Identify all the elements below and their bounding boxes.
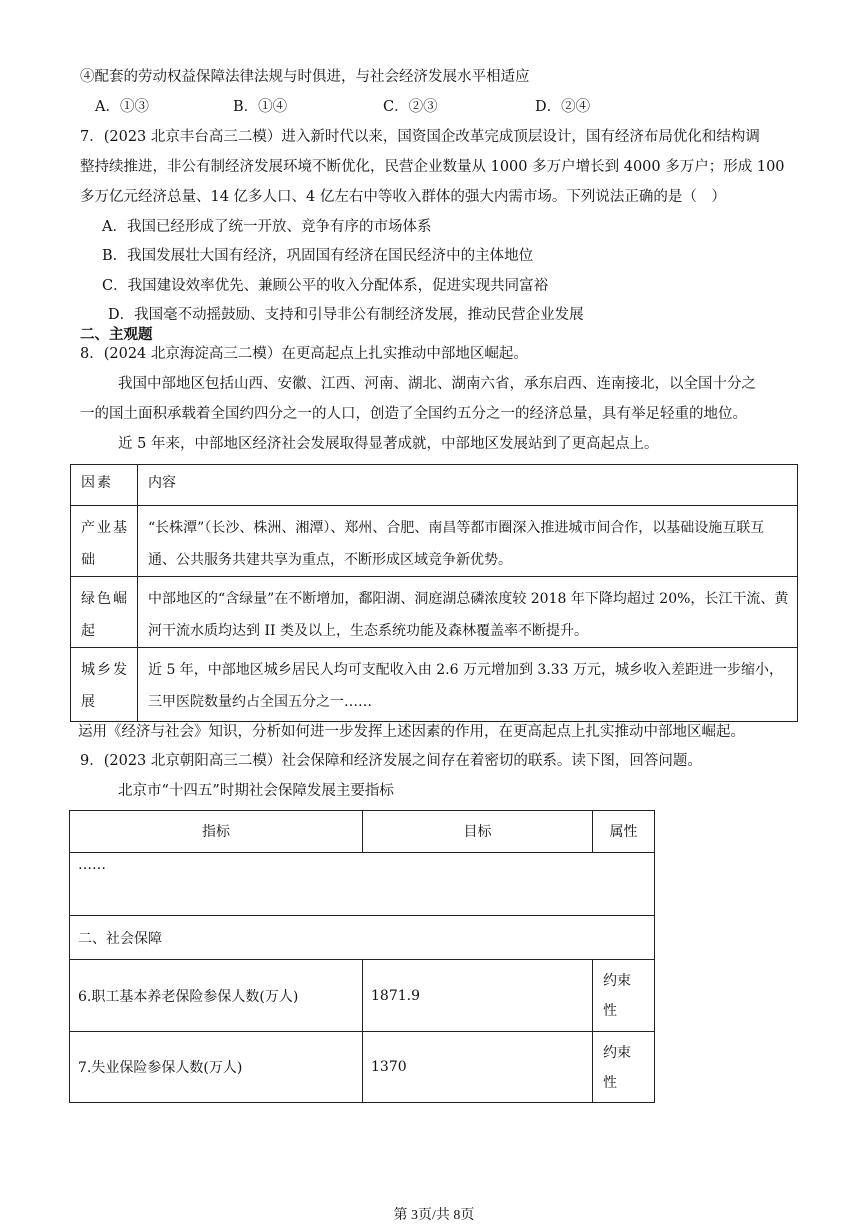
q8-paragraph2: 近 5 年来，中部地区经济社会发展取得显著成就，中部地区发展站到了更高起点上。: [118, 436, 659, 452]
indicator-cell: 7.失业保险参保人数(万人): [70, 1032, 363, 1103]
q9-table-caption: 北京市“十四五”时期社会保障发展主要指标: [118, 783, 394, 799]
table-header-attribute: 属性: [593, 811, 655, 853]
factor-cell: 产业基础: [71, 506, 138, 577]
content-cell: 中部地区的“含绿量”在不断增加，鄱阳湖、洞庭湖总磷浓度较 2018 年下降均超过 20%，长江干流、黄河干流水质均达到 II 类及以上，生态系统功能及森林覆盖率不断提升。: [138, 577, 798, 648]
q7-option-c: C．我国建设效率优先、兼顾公平的收入分配体系，促进实现共同富裕: [102, 278, 549, 294]
table-row: [70, 1032, 655, 1103]
table-header-row: [71, 465, 798, 506]
content-cell: “长株潭”（长沙、株洲、湘潭）、郑州、合肥、南昌等都市圈深入推进城市间合作，以基础设施互联互通、公共服务共建共享为重点，不断形成区域竞争新优势。: [138, 506, 798, 577]
factor-cell: 城乡发展: [71, 648, 138, 722]
table-header-content: 内容: [138, 465, 798, 506]
attribute-cell: 约束性: [593, 1032, 655, 1103]
factor-cell: 绿色崛起: [71, 577, 138, 648]
q6-option-d: D．②④: [535, 99, 591, 115]
q6-option-b: B．①④: [233, 99, 288, 115]
ellipsis-row: ……: [70, 853, 655, 916]
q8-title: 8．(2024 北京海淀高三二模）在更高起点上扎实推动中部地区崛起。: [80, 346, 528, 362]
q8-paragraph1-line1: 我国中部地区包括山西、安徽、江西、河南、湖北、湖南六省，承东启西、连南接北，以全国十分之: [118, 376, 756, 392]
table-header-factor: 因素: [71, 465, 138, 506]
table-row: [71, 506, 798, 577]
q9-indicator-table: [69, 810, 655, 1103]
q7-option-a: A．我国已经形成了统一开放、竞争有序的市场体系: [102, 219, 432, 235]
q8-factor-table: [70, 464, 798, 722]
q8-paragraph1-line2: 一的国土面积承载着全国约四分之一的人口，创造了全国约五分之一的经济总量，具有举足轻重的地位。: [80, 406, 747, 422]
indicator-cell: 6.职工基本养老保险参保人数(万人): [70, 960, 363, 1032]
content-cell: 近 5 年，中部地区城乡居民人均可支配收入由 2.6 万元增加到 3.33 万元，城乡收入差距进一步缩小，三甲医院数量约占全国五分之一……: [138, 648, 798, 722]
q7-stem-line2: 整持续推进，非公有制经济发展环境不断优化，民营企业数量从 1000 多万户增长到 4000 多万户；形成 100: [80, 159, 785, 175]
target-cell: 1871.9: [363, 960, 593, 1032]
q7-option-b: B．我国发展壮大国有经济，巩固国有经济在国民经济中的主体地位: [102, 248, 534, 264]
page-footer: 第 3页/共 8页: [393, 1208, 475, 1223]
table-row: [70, 960, 655, 1032]
section-heading: 二、主观题: [80, 326, 153, 343]
table-row: [71, 648, 798, 722]
table-header-indicator: 指标: [70, 811, 363, 853]
section-row: 二、社会保障: [70, 916, 655, 960]
table-header-target: 目标: [363, 811, 593, 853]
table-header-row: [70, 811, 655, 853]
q6-option-c: C．②③: [383, 99, 438, 115]
table-row: [70, 853, 655, 916]
target-cell: 1370: [363, 1032, 593, 1103]
q8-question: 运用《经济与社会》知识，分析如何进一步发挥上述因素的作用，在更高起点上扎实推动中部地区崛起。: [78, 724, 745, 740]
q7-option-d: D．我国毫不动摇鼓励、支持和引导非公有制经济发展，推动民营企业发展: [108, 307, 584, 323]
attribute-cell: 约束性: [593, 960, 655, 1032]
table-row: [70, 916, 655, 960]
q7-stem-line3: 多万亿元经济总量、14 亿多人口、4 亿左右中等收入群体的强大内需市场。下列说法正确的是（ ）: [80, 189, 726, 205]
q6-option-a: A．①③: [95, 99, 149, 115]
q9-title: 9．(2023 北京朝阳高三二模）社会保障和经济发展之间存在着密切的联系。读下图，回答问题。: [80, 753, 702, 769]
table-row: [71, 577, 798, 648]
q6-item4: ④配套的劳动权益保障法律法规与时俱进，与社会经济发展水平相适应: [80, 69, 530, 85]
q7-stem-line1: 7．(2023 北京丰台高三二模）进入新时代以来，国资国企改革完成顶层设计，国有经济布局优化和结构调: [80, 129, 760, 145]
